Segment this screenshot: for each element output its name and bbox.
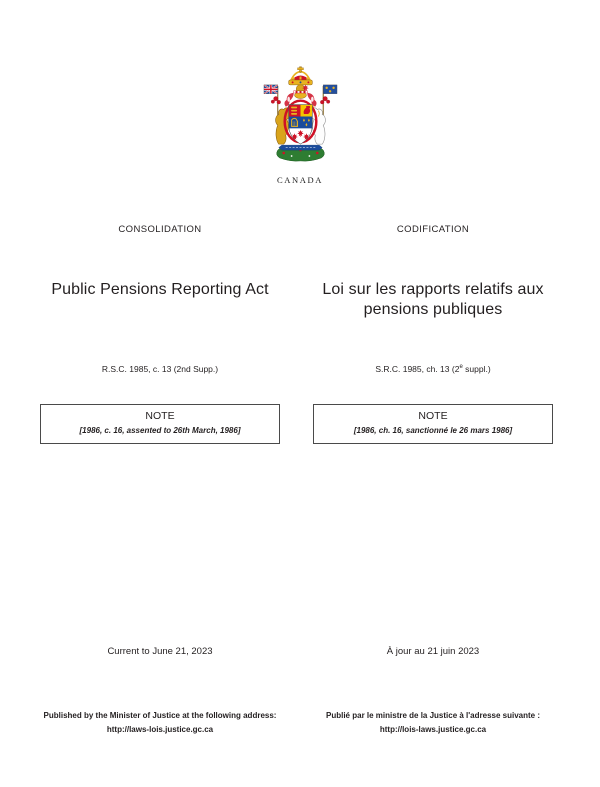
bilingual-columns	[40, 218, 553, 444]
citation-english: R.S.C. 1985, c. 13 (2nd Supp.)	[101, 364, 219, 374]
section-label-french: CODIFICATION	[396, 224, 470, 235]
publisher-line-english: Published by the Minister of Justice at the following address:	[43, 711, 277, 720]
note-box-english	[40, 404, 280, 444]
note-heading-english: NOTE	[145, 410, 175, 422]
country-label: CANADA	[277, 175, 323, 185]
current-to-french: À jour au 21 juin 2023	[386, 646, 480, 657]
canada-coat-of-arms-icon	[261, 66, 340, 165]
publisher-url-english: http://laws-lois.justice.gc.ca	[106, 725, 214, 734]
citation-french-suffix: suppl.)	[462, 364, 491, 374]
publisher-url-french: http://lois-laws.justice.gc.ca	[379, 725, 487, 734]
publisher-footer	[40, 709, 553, 737]
citation-french-superscript: e	[459, 364, 463, 371]
note-heading-french: NOTE	[418, 410, 448, 422]
publisher-line-french: Publié par le ministre de la Justice à l'adresse suivante :	[326, 711, 540, 720]
citation-french-prefix: S.R.C. 1985, ch. 13 (2	[375, 364, 460, 374]
note-text-french: [1986, ch. 16, sanctionné le 26 mars 1986]	[353, 426, 513, 435]
note-text-english: [1986, c. 16, assented to 26th March, 1986]	[79, 426, 241, 435]
citation-french	[313, 364, 553, 404]
note-box-french	[313, 404, 553, 444]
arms-block	[0, 66, 600, 185]
current-to-english: Current to June 21, 2023	[107, 646, 213, 657]
section-label-english: CONSOLIDATION	[118, 224, 202, 235]
currency-row	[40, 646, 553, 657]
act-title-french: Loi sur les rapports relatifs aux pensions publiques	[322, 281, 544, 318]
act-title-english: Public Pensions Reporting Act	[51, 281, 269, 298]
